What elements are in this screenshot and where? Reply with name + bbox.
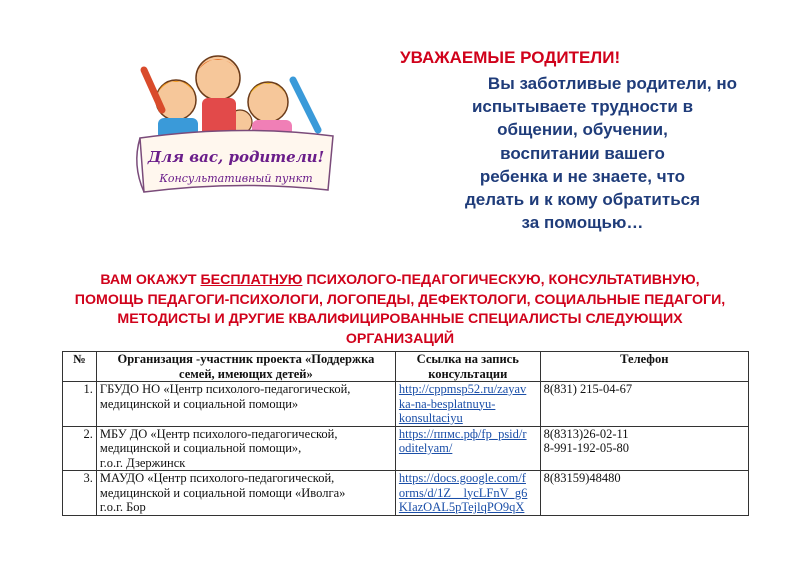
- banner-free-word: БЕСПЛАТНУЮ: [200, 272, 303, 288]
- header-num: №: [63, 352, 97, 382]
- header-link: [395, 352, 540, 382]
- header-text: Ссылка на запись: [416, 352, 519, 366]
- table-row: [63, 471, 749, 516]
- table-header-row: [63, 352, 749, 382]
- row-phone: [540, 426, 748, 471]
- row-number: 1.: [63, 382, 97, 427]
- banner-line: ПОМОЩЬ ПЕДАГОГИ-ПСИХОЛОГИ, ЛОГОПЕДЫ, ДЕФЕКТОЛОГИ, СОЦИАЛЬНЫЕ ПЕДАГОГИ,: [74, 291, 726, 308]
- greeting-title: УВАЖАЕМЫЕ РОДИТЕЛИ!: [400, 48, 621, 67]
- phone-number: 8-991-192-05-80: [543, 441, 629, 455]
- banner-text: ПСИХОЛОГО-ПЕДАГОГИЧЕСКУЮ, КОНСУЛЬТАТИВНУЮ,: [302, 272, 700, 288]
- org-text: г.о.г. Бор: [99, 500, 146, 514]
- org-text: г.о.г. Дзержинск: [99, 455, 186, 470]
- org-text: медицинской и социальной помощи»,: [99, 441, 302, 455]
- intro-text: [420, 72, 745, 234]
- row-organization: [96, 471, 395, 516]
- row-link[interactable]: [395, 471, 540, 516]
- intro-line: ребенка и не знаете, что: [479, 166, 686, 186]
- consultation-link[interactable]: ka-na-besplatnuyu-: [398, 396, 496, 411]
- logo-line1: Для вас, родители!: [147, 148, 325, 166]
- intro-line: за помощью…: [521, 213, 644, 233]
- header-text: консультации: [428, 366, 508, 381]
- consultation-link[interactable]: https://docs.google.com/f: [398, 471, 526, 485]
- banner-line: МЕТОДИСТЫ И ДРУГИЕ КВАЛИФИЦИРОВАННЫЕ СПЕЦИАЛИСТЫ СЛЕДУЮЩИХ: [117, 311, 683, 327]
- logo-line2: Консультативный пункт: [159, 172, 313, 185]
- phone-number: 8(8313)26-02-11: [543, 426, 629, 441]
- org-text: МБУ ДО «Центр психолого-педагогической,: [99, 426, 338, 441]
- row-number: 2.: [63, 426, 97, 471]
- intro-line: общении, обучении,: [497, 120, 668, 140]
- org-text: ГБУДО НО «Центр психолого-педагогической,: [99, 382, 351, 396]
- phone-number: 8(831) 215-04-67: [543, 382, 633, 396]
- children-illustration: [144, 56, 318, 140]
- organizations-table: [62, 351, 749, 516]
- row-link[interactable]: [395, 382, 540, 427]
- row-link[interactable]: [395, 426, 540, 471]
- consultation-link[interactable]: KIazOAL5pTejlqPO9qX: [398, 500, 525, 514]
- header-phone: Телефон: [540, 352, 748, 382]
- consultation-link[interactable]: https://ппмс.рф/fp_psid/r: [398, 426, 527, 441]
- row-phone: [540, 382, 748, 427]
- consultation-link[interactable]: oditelyam/: [398, 441, 453, 455]
- header-text: семей, имеющих детей»: [179, 366, 313, 381]
- org-text: медицинской и социальной помощи «Иволга»: [99, 485, 346, 500]
- consultation-link[interactable]: orms/d/1Z__lycLFnV_g6: [398, 485, 528, 500]
- banner-text: ВАМ ОКАЖУТ: [100, 272, 201, 288]
- row-phone: [540, 471, 748, 516]
- org-text: медицинской и социальной помощи»: [99, 396, 299, 411]
- header-organization: [96, 352, 395, 382]
- row-number: 3.: [63, 471, 97, 516]
- table-row: [63, 426, 749, 471]
- consultation-point-logo: [128, 40, 348, 220]
- intro-line: испытываете трудности в: [471, 97, 694, 117]
- free-help-banner: [40, 271, 760, 349]
- header-text: Организация -участник проекта «Поддержка: [117, 352, 375, 366]
- row-organization: [96, 426, 395, 471]
- table-row: [63, 382, 749, 427]
- phone-number: 8(83159)48480: [543, 471, 621, 485]
- intro-line: делать и к кому обратиться: [464, 190, 701, 210]
- org-text: МАУДО «Центр психолого-педагогической,: [99, 471, 335, 485]
- intro-line: воспитании вашего: [500, 143, 665, 163]
- row-organization: [96, 382, 395, 427]
- banner-line: ОРГАНИЗАЦИЙ: [345, 330, 455, 347]
- consultation-link[interactable]: http://cppmsp52.ru/zayav: [398, 382, 527, 396]
- intro-line: Вы заботливые родители, но: [487, 74, 737, 93]
- consultation-link[interactable]: konsultaciyu: [398, 411, 463, 425]
